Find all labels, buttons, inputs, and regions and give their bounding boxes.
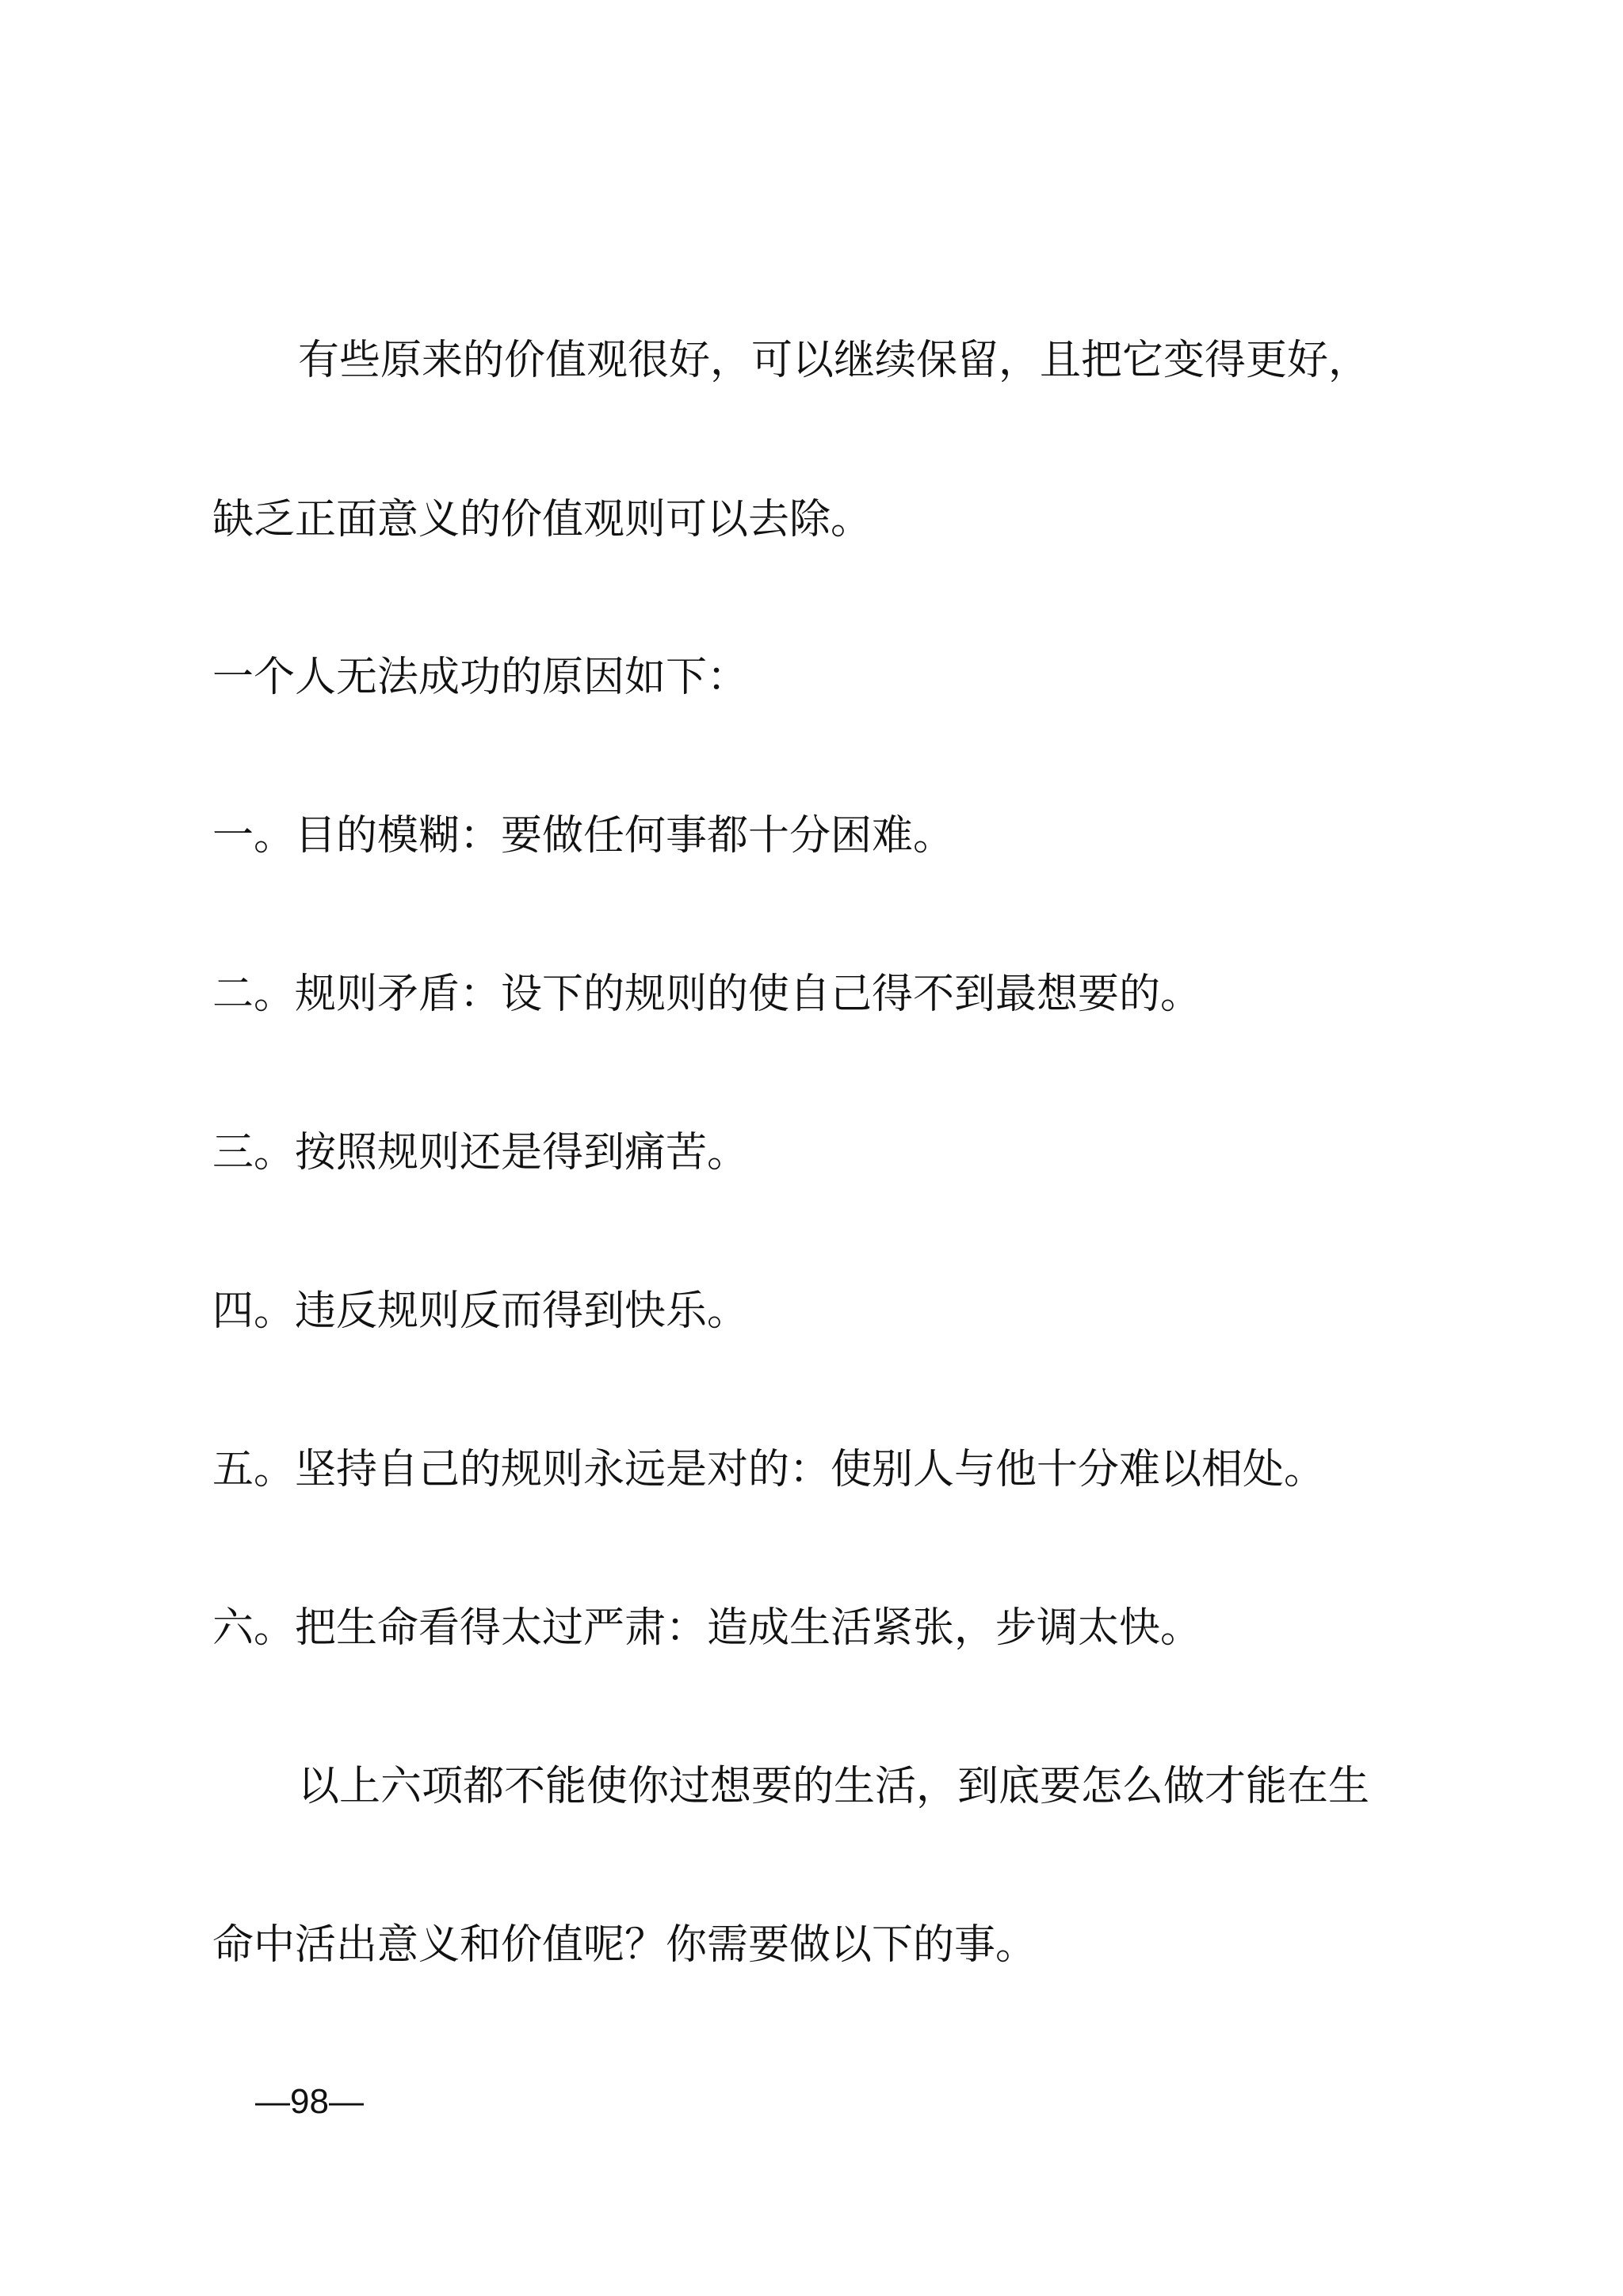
reason-item-6: 六。把生命看得太过严肃：造成生活紧张，步调太快。 (212, 1604, 1202, 1652)
reason-item-1: 一。目的模糊：要做任何事都十分困难。 (212, 812, 955, 860)
paragraph-1-line-1: 有些原来的价值观很好，可以继续保留，且把它变得更好， (298, 337, 1370, 384)
page-number: —98— (255, 2082, 364, 2121)
paragraph-2-line-1: 以上六项都不能使你过想要的生活，到底要怎么做才能在生 (298, 1763, 1370, 1810)
reason-item-3: 三。按照规则还是得到痛苦。 (212, 1129, 749, 1177)
paragraph-1-line-2: 缺乏正面意义的价值观则可以去除。 (212, 496, 873, 543)
reason-item-4: 四。违反规则反而得到快乐。 (212, 1287, 749, 1335)
reason-item-2: 二。规则矛盾：设下的规则的使自己得不到最想要的。 (212, 971, 1202, 1018)
reason-item-5: 五。坚持自己的规则永远是对的：使别人与他十分难以相处。 (212, 1446, 1326, 1493)
reasons-intro: 一个人无法成功的原因如下： (212, 654, 749, 701)
paragraph-2-line-2: 命中活出意义和价值呢？你需要做以下的事。 (212, 1921, 1037, 1969)
